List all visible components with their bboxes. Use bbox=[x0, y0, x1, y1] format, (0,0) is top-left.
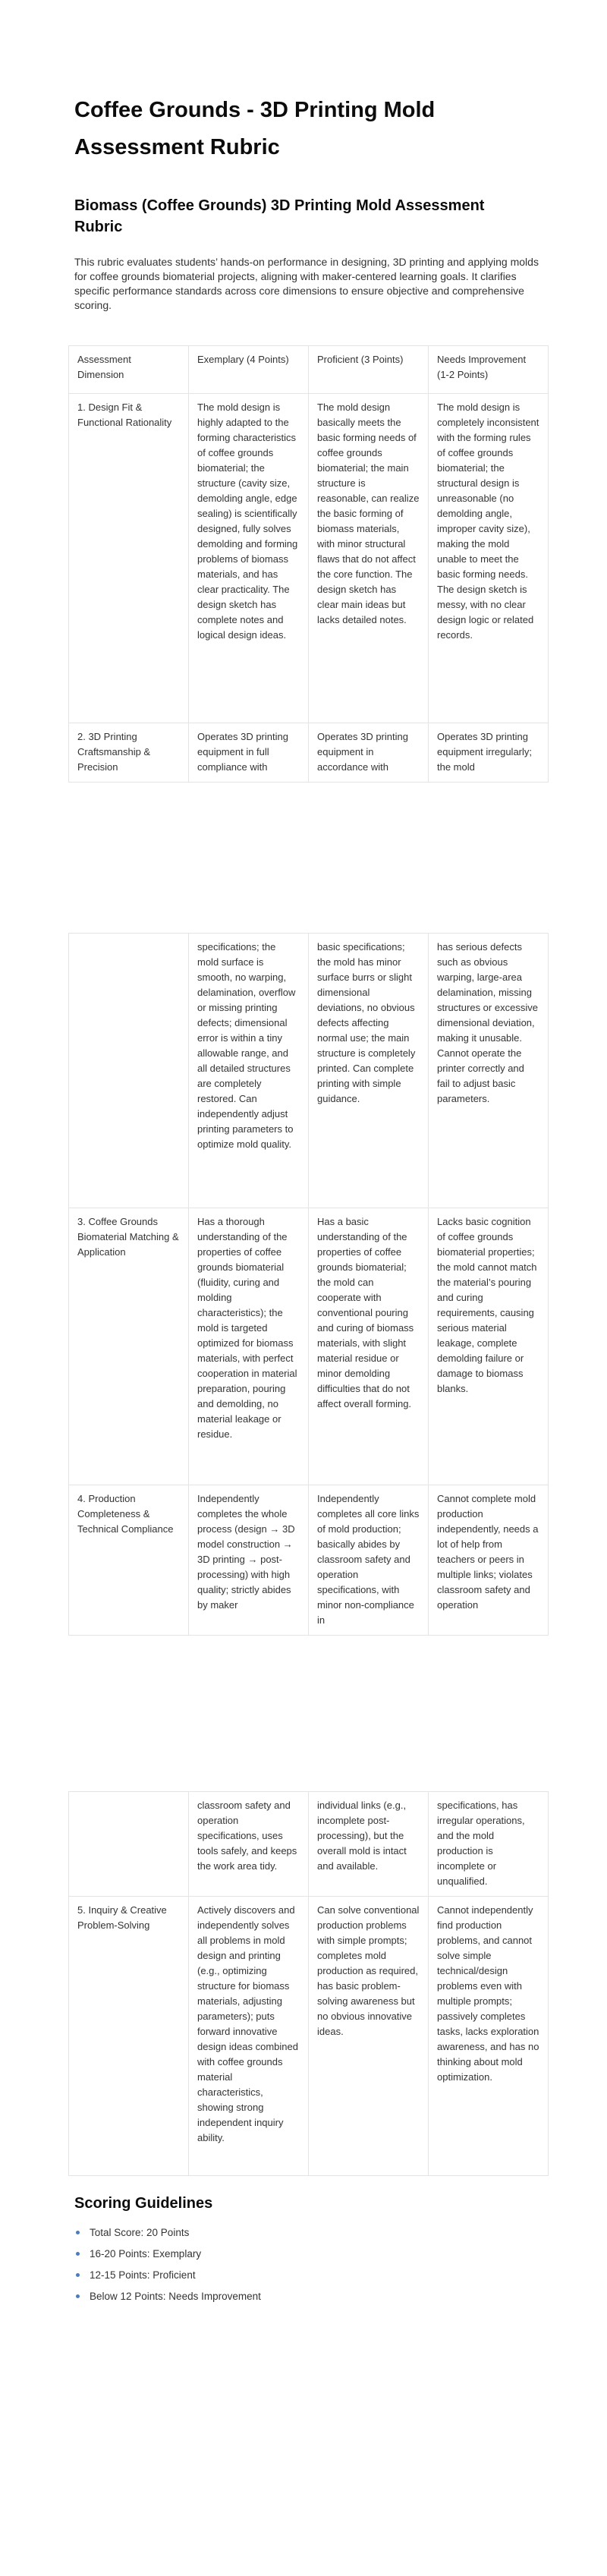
rubric-table-page-3 bbox=[68, 1791, 549, 2176]
dimension-cell-empty bbox=[69, 934, 189, 1208]
exemplary-cell: specifications; the mold surface is smooth, no warping, delamination, overflow or missing printing defects; dimensional error is within a tiny allowable range, and all detailed structures are completely restored. Can independently adjust printing parameters to optimize mold quality. bbox=[189, 934, 309, 1208]
list-item-exemplary-range: 16-20 Points: Exemplary bbox=[74, 2247, 552, 2262]
exemplary-cell: Independently completes the whole process (design → 3D model construction → 3D printing → post-processing) with high quality; strictly abides by maker bbox=[189, 1485, 309, 1636]
list-item-total-score: Total Score: 20 Points bbox=[74, 2225, 552, 2241]
section-title: Biomass (Coffee Grounds) 3D Printing Mold Assessment Rubric bbox=[74, 197, 485, 235]
table-row-production-completeness-part-2 bbox=[69, 1792, 549, 1897]
needs-cell: Operates 3D printing equipment irregularly; the mold bbox=[429, 723, 549, 783]
dimension-cell: 1. Design Fit & Functional Rationality bbox=[69, 394, 189, 723]
dimension-cell: 3. Coffee Grounds Biomaterial Matching & Application bbox=[69, 1208, 189, 1485]
needs-cell: The mold design is completely inconsistent with the forming rules of coffee grounds biomaterial; the structural design is unreasonable (no demolding angle, improper cavity size), making the mold unable to meet the basic forming needs. The design sketch is messy, with no clear design logic or related records. bbox=[429, 394, 549, 723]
intro-paragraph: This rubric evaluates students’ hands-on performance in designing, 3D printing and applying molds for coffee grounds biomaterial projects, aligning with maker-centered learning goals. It clarifies specific performance standards across core dimensions to ensure objective and comprehensive scoring. bbox=[74, 256, 539, 311]
proficient-cell: The mold design basically meets the basic forming needs of coffee grounds biomaterial; the main structure is reasonable, can realize the basic forming of biomass materials, with minor structural flaws that do not affect the core function. The design sketch has clear main ideas but lacks detailed notes. bbox=[309, 394, 429, 723]
dimension-cell: 2. 3D Printing Craftsmanship & Precision bbox=[69, 723, 189, 783]
dimension-cell: 4. Production Completeness & Technical Compliance bbox=[69, 1485, 189, 1636]
proficient-cell: Independently completes all core links of mold production; basically abides by classroom safety and operation specifications, with minor non-compliance in bbox=[309, 1485, 429, 1636]
dimension-cell: 5. Inquiry & Creative Problem-Solving bbox=[69, 1897, 189, 2176]
scoring-guidelines-list bbox=[74, 2225, 552, 2304]
proficient-cell: Operates 3D printing equipment in accordance with bbox=[309, 723, 429, 783]
needs-cell: Lacks basic cognition of coffee grounds biomaterial properties; the mold cannot match the material’s pouring and curing requirements, causing serious material leakage, complete demolding failure or damage to biomass blanks. bbox=[429, 1208, 549, 1485]
table-row-3d-printing-part-2 bbox=[69, 934, 549, 1208]
header-assessment-dimension: Assessment Dimension bbox=[69, 346, 189, 394]
table-row-design-fit bbox=[69, 394, 549, 723]
dimension-cell-empty bbox=[69, 1792, 189, 1897]
header-exemplary: Exemplary (4 Points) bbox=[189, 346, 309, 394]
needs-cell: Cannot complete mold production independently, needs a lot of help from teachers or peers in multiple links; violates classroom safety and operation bbox=[429, 1485, 549, 1636]
proficient-cell: basic specifications; the mold has minor surface burrs or slight dimensional deviations, no obvious defects affecting normal use; the main structure is completely printed. Can complete printing with simple guidance. bbox=[309, 934, 429, 1208]
header-proficient: Proficient (3 Points) bbox=[309, 346, 429, 394]
rubric-table-page-1 bbox=[68, 345, 549, 783]
proficient-cell: Has a basic understanding of the properties of coffee grounds biomaterial; the mold can cooperate with conventional pouring and curing of biomass materials, with slight material residue or minor demolding difficulties that do not affect overall forming. bbox=[309, 1208, 429, 1485]
scoring-guidelines-heading: Scoring Guidelines bbox=[74, 2195, 213, 2212]
needs-cell: specifications, has irregular operations, and the mold production is incomplete or unqualified. bbox=[429, 1792, 549, 1897]
exemplary-cell: classroom safety and operation specifications, uses tools safely, and keeps the work area tidy. bbox=[189, 1792, 309, 1897]
list-item-proficient-range: 12-15 Points: Proficient bbox=[74, 2268, 552, 2283]
exemplary-cell: The mold design is highly adapted to the forming characteristics of coffee grounds biomaterial; the structure (cavity size, demolding angle, edge sealing) is scientifically designed, fully solves demolding and forming problems of biomass materials, and has clear practicality. The design sketch has complete notes and logical design ideas. bbox=[189, 394, 309, 723]
proficient-cell: individual links (e.g., incomplete post-processing), but the overall mold is intact and available. bbox=[309, 1792, 429, 1897]
header-needs-improvement: Needs Improvement (1-2 Points) bbox=[429, 346, 549, 394]
exemplary-cell: Has a thorough understanding of the properties of coffee grounds biomaterial (fluidity, curing and molding characteristics); the mold is targeted optimized for biomass materials, with perfect cooperation in material preparation, pouring and demolding, no material leakage or residue. bbox=[189, 1208, 309, 1485]
list-item-needs-improvement-range: Below 12 Points: Needs Improvement bbox=[74, 2289, 552, 2304]
needs-cell: has serious defects such as obvious warping, large-area delamination, missing structures or excessive dimensional deviation, making it unusable. Cannot operate the printer correctly and fail to adjust basic parameters. bbox=[429, 934, 549, 1208]
page-title: Coffee Grounds - 3D Printing Mold Assessment Rubric bbox=[74, 98, 436, 159]
table-row-3d-printing-part-1 bbox=[69, 723, 549, 783]
needs-cell: Cannot independently find production problems, and cannot solve simple technical/design problems even with multiple prompts; passively completes tasks, lacks exploration awareness, and has no thinking about mold optimization. bbox=[429, 1897, 549, 2176]
exemplary-cell: Operates 3D printing equipment in full compliance with bbox=[189, 723, 309, 783]
table-header-row bbox=[69, 346, 549, 394]
table-row-biomaterial-matching bbox=[69, 1208, 549, 1485]
table-row-production-completeness-part-1 bbox=[69, 1485, 549, 1636]
table-row-inquiry-creative bbox=[69, 1897, 549, 2176]
proficient-cell: Can solve conventional production problems with simple prompts; completes mold production as required, has basic problem-solving awareness but no obvious innovative ideas. bbox=[309, 1897, 429, 2176]
rubric-table-page-2 bbox=[68, 933, 549, 1636]
exemplary-cell: Actively discovers and independently solves all problems in mold design and printing (e.g., optimizing structure for biomass materials, adjusting parameters); puts forward innovative design ideas combined with coffee grounds material characteristics, showing strong independent inquiry ability. bbox=[189, 1897, 309, 2176]
